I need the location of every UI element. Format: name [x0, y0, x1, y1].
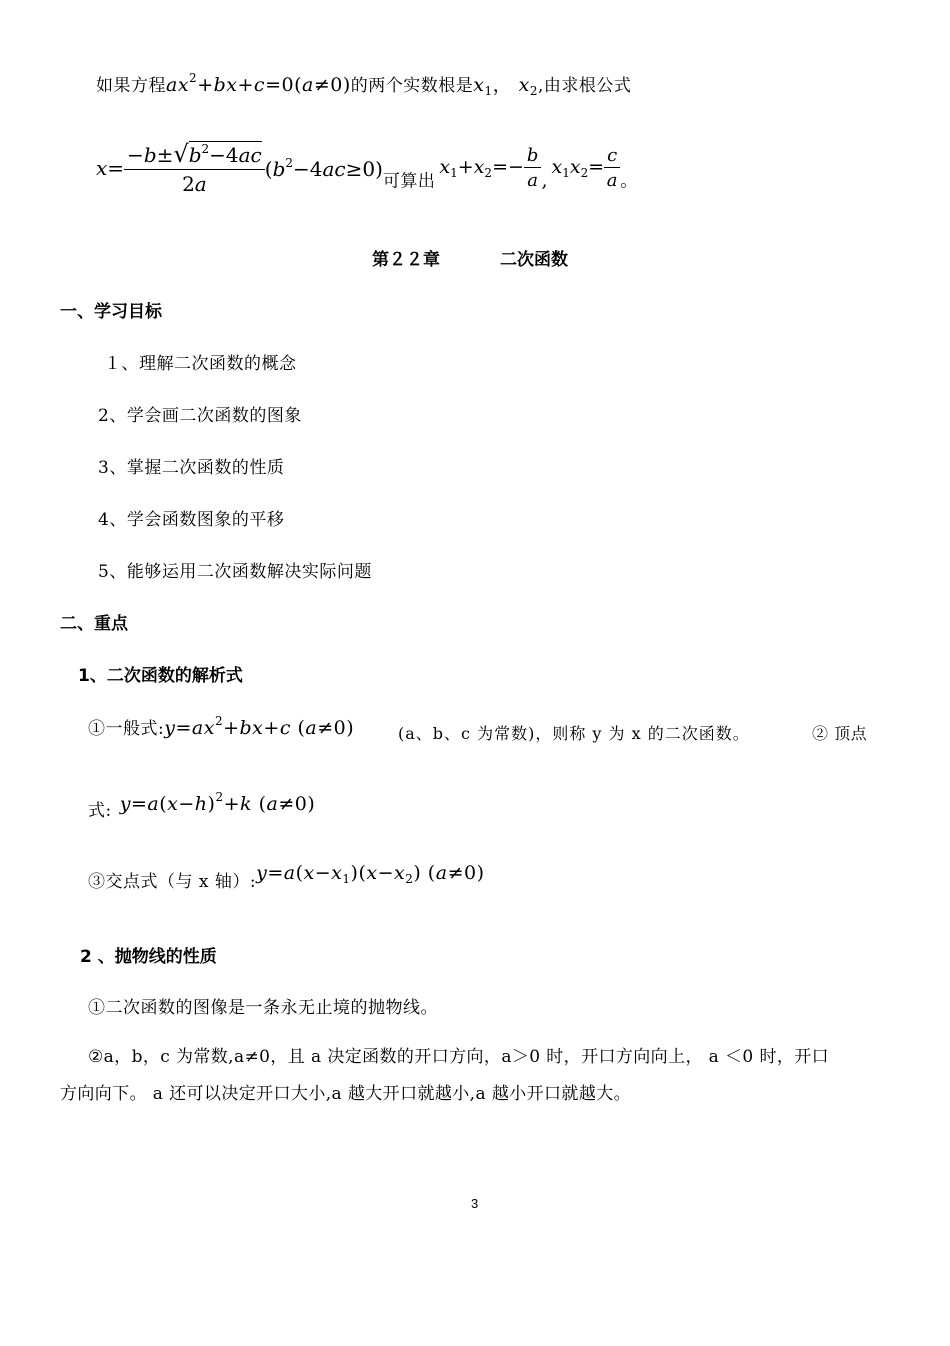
page-number: 3: [471, 1196, 479, 1211]
chapter-number: 第２２章: [372, 250, 440, 270]
formula-end: 。: [620, 171, 638, 192]
intercept-form-formula: $y=a(x-x_1)(x-x_2)$ (a≠0): [256, 862, 485, 886]
intro-line: [96, 70, 631, 98]
goal-item-5: 5、能够运用二次函数解决实际问题: [98, 562, 372, 582]
vertex-form-formula: $y=a(x-h)^2+k$ (a≠0): [119, 790, 316, 815]
parabola-property-2-line2: 方向向下。 a 还可以决定开口大小,a 越大开口就越小,a 越小开口就越大。: [60, 1084, 632, 1104]
formula-lhs: x=: [96, 156, 125, 180]
vertex-form-prefix: ② 顶点: [812, 724, 868, 743]
intro-text-middle: 的两个实数根是: [350, 76, 474, 96]
goal-item-3: 3、掌握二次函数的性质: [98, 458, 285, 478]
quadratic-formula: x= $\frac{-b\pm√b^2-4ac}{2a}$ $(b^2-4ac\ge 0)$可算出$x_1+x_2=-$ $\frac{b}{a}$ $,x_1x_2=$ $\frac{c}{a}$ 。: [96, 140, 638, 196]
chapter-title: 二次函数: [500, 250, 568, 270]
general-form-note: (a、b、c 为常数)，则称 y 为 x 的二次函数。: [398, 724, 750, 743]
vertex-form-line: [88, 790, 315, 821]
section-heading-keypoints: 二、重点: [60, 614, 128, 634]
formula-product-fraction: $\frac{c}{a}$: [604, 145, 620, 191]
intro-text-before: 如果方程: [96, 76, 166, 96]
formula-product: $x_1x_2=$: [551, 156, 605, 180]
goal-item-2: 2、学会画二次函数的图象: [98, 406, 302, 426]
parabola-property-1: ①二次函数的图像是一条永无止境的抛物线。: [88, 998, 438, 1018]
general-form-formula: $y=ax^2+bx+c$ (a≠0): [164, 714, 355, 739]
intercept-form-line: [88, 862, 484, 892]
intro-equation: $ax^2+bx+c=0(a\ne 0)$: [166, 71, 351, 96]
section-heading-goals: 一、学习目标: [60, 302, 162, 322]
parabola-property-2-line1: ②a，b，c 为常数,a≠0，且 a 决定函数的开口方向，a＞0 时，开口方向向上， a ＜0 时，开口: [88, 1047, 830, 1067]
formula-condition: $(b^2-4ac\ge 0)$: [264, 155, 383, 181]
intercept-form-label: ③交点式（与 x 轴）:: [88, 872, 257, 892]
subsection-heading-expressions: 1、二次函数的解析式: [78, 666, 243, 686]
goal-item-1: １、理解二次函数的概念: [104, 354, 297, 374]
formula-fraction: $\frac{-b\pm√b^2-4ac}{2a}$: [124, 140, 265, 196]
formula-sum: $x_1+x_2=-$: [439, 156, 524, 180]
formula-sum-fraction: $\frac{b}{a}$: [524, 145, 542, 191]
intro-roots: $x_1$， $x_2$: [473, 74, 539, 98]
general-form-line: [88, 714, 354, 739]
vertex-form-label: 式:: [88, 801, 112, 821]
general-form-label: ①一般式:: [88, 719, 165, 739]
goal-item-4: 4、学会函数图象的平移: [98, 510, 285, 530]
intro-text-after: ,由求根公式: [538, 76, 632, 96]
formula-text: 可算出: [382, 171, 436, 192]
subsection-heading-parabola: 2 、抛物线的性质: [80, 947, 217, 967]
